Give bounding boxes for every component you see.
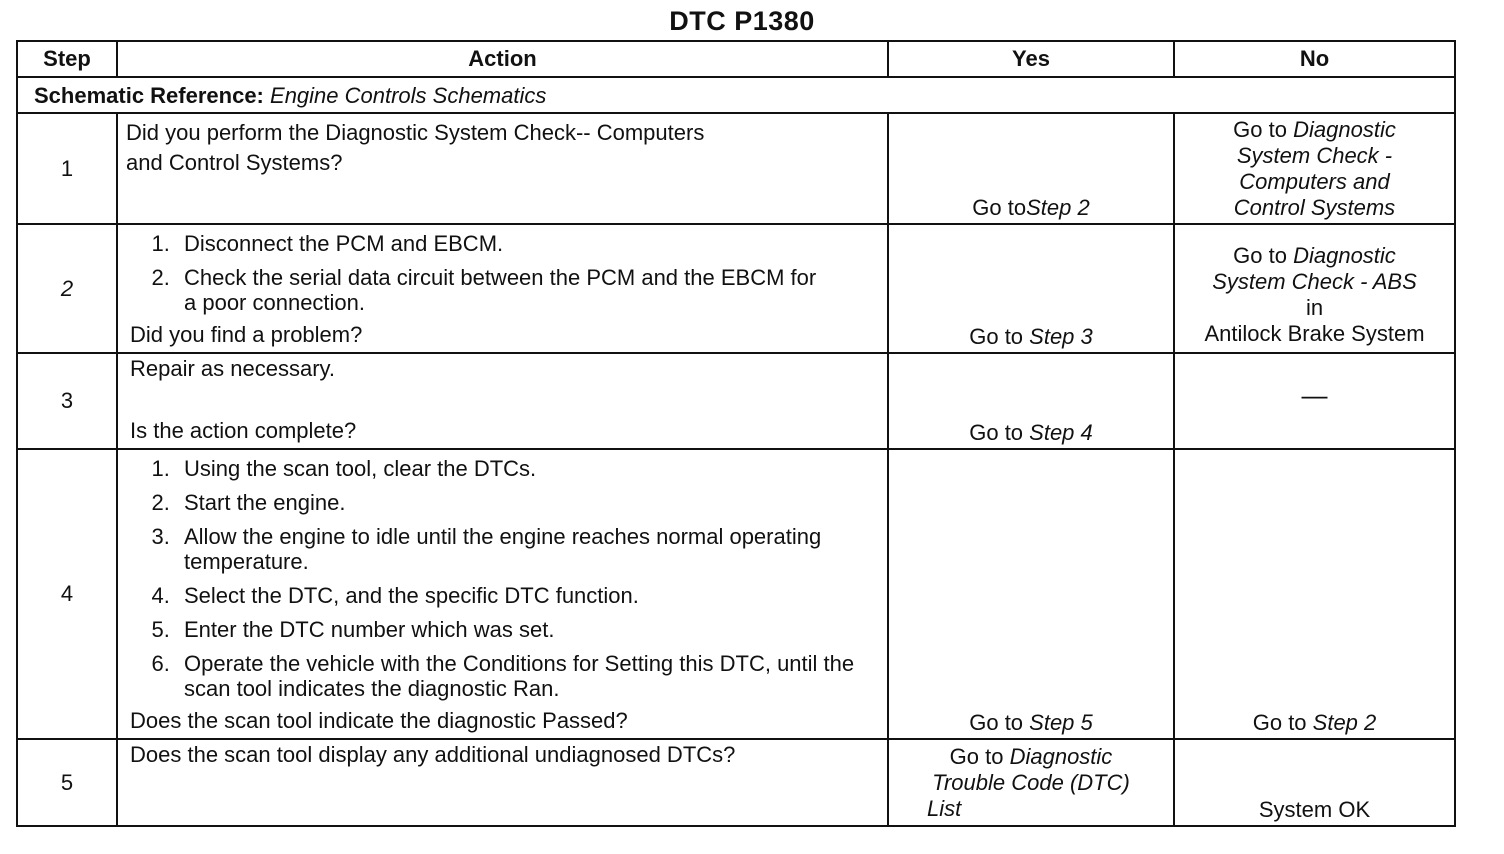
header-action: Action bbox=[117, 41, 888, 77]
yes-cell bbox=[888, 353, 1174, 449]
no-link-line: Diagnostic bbox=[1293, 243, 1396, 268]
yes-link-line: List bbox=[927, 796, 962, 821]
question-line: Did you perform the Diagnostic System Check-- Computers bbox=[126, 120, 705, 145]
list-item: 4. Select the DTC, and the specific DTC function. bbox=[176, 583, 887, 608]
page-title: DTC P1380 bbox=[669, 6, 815, 36]
step-number: 3 bbox=[17, 353, 117, 449]
no-suffix-line: Antilock Brake System bbox=[1204, 321, 1425, 346]
schematic-link[interactable]: Engine Controls Schematics bbox=[270, 83, 547, 108]
schematic-reference bbox=[17, 77, 1455, 113]
yes-link[interactable]: Step 4 bbox=[1029, 420, 1093, 445]
table-row bbox=[17, 224, 1455, 353]
header-step: Step bbox=[17, 41, 117, 77]
no-link-line: Computers and bbox=[1239, 169, 1390, 194]
yes-cell bbox=[888, 449, 1174, 739]
list-item: 1. Using the scan tool, clear the DTCs. bbox=[176, 456, 887, 481]
action-cell bbox=[117, 739, 888, 826]
step-number: 5 bbox=[17, 739, 117, 826]
no-link-block[interactable] bbox=[1175, 225, 1454, 347]
yes-prefix: Go to bbox=[969, 324, 1030, 349]
yes-link-line: Trouble Code (DTC) bbox=[932, 770, 1130, 795]
instruction-list bbox=[118, 231, 887, 315]
yes-link-line: Diagnostic bbox=[1009, 744, 1113, 769]
yes-prefix: Go to bbox=[969, 710, 1030, 735]
no-link-line: System Check - ABS bbox=[1212, 269, 1417, 294]
no-cell bbox=[1174, 449, 1455, 739]
list-item: 5. Enter the DTC number which was set. bbox=[176, 617, 887, 642]
no-prefix: Go to bbox=[1252, 710, 1313, 735]
question-text: Is the action complete? bbox=[130, 418, 357, 443]
step-number: 2 bbox=[17, 224, 117, 353]
no-cell bbox=[1174, 224, 1455, 353]
no-link[interactable]: Step 2 bbox=[1312, 710, 1377, 735]
no-link-block[interactable] bbox=[1175, 114, 1454, 221]
no-suffix-line: in bbox=[1305, 295, 1324, 320]
yes-link[interactable]: Step 2 bbox=[1026, 195, 1090, 220]
no-prefix: Go to bbox=[1233, 243, 1294, 268]
action-cell bbox=[117, 224, 888, 353]
schematic-reference-row bbox=[17, 77, 1455, 113]
table-row bbox=[17, 113, 1455, 224]
header-row bbox=[17, 41, 1455, 77]
yes-prefix: Go to bbox=[949, 744, 1010, 769]
list-item: 2. Check the serial data circuit between the PCM and the EBCM for a poor connection. bbox=[176, 265, 824, 315]
no-link-line: Control Systems bbox=[1233, 195, 1396, 220]
yes-prefix: Go to bbox=[972, 195, 1027, 220]
no-prefix: Go to bbox=[1233, 117, 1287, 142]
lead-text: Repair as necessary. bbox=[130, 356, 336, 381]
no-link-line: System Check - bbox=[1236, 143, 1393, 168]
schematic-label: Schematic Reference: bbox=[34, 83, 264, 108]
list-item: 3. Allow the engine to idle until the engine reaches normal operating temperature. bbox=[176, 524, 834, 574]
diagnostic-table bbox=[16, 40, 1456, 827]
system-ok: System OK bbox=[1258, 797, 1371, 822]
yes-cell bbox=[888, 739, 1174, 826]
instruction-list bbox=[118, 456, 887, 701]
question-text: Does the scan tool indicate the diagnostic Passed? bbox=[130, 708, 628, 733]
yes-link[interactable]: Step 3 bbox=[1029, 324, 1093, 349]
yes-link[interactable]: Step 5 bbox=[1029, 710, 1093, 735]
no-cell bbox=[1174, 113, 1455, 224]
no-cell bbox=[1174, 739, 1455, 826]
empty-dash: — bbox=[1301, 380, 1328, 410]
no-link-line: Diagnostic bbox=[1293, 117, 1396, 142]
yes-link-block[interactable] bbox=[889, 740, 1173, 822]
header-yes: Yes bbox=[888, 41, 1174, 77]
yes-cell bbox=[888, 113, 1174, 224]
yes-cell bbox=[888, 224, 1174, 353]
action-cell bbox=[117, 113, 888, 224]
header-no: No bbox=[1174, 41, 1455, 77]
question-text: Did you find a problem? bbox=[130, 322, 363, 347]
yes-prefix: Go to bbox=[969, 420, 1030, 445]
question-line: and Control Systems? bbox=[126, 150, 343, 175]
action-cell bbox=[117, 449, 888, 739]
step-number: 1 bbox=[17, 113, 117, 224]
list-item: 2. Start the engine. bbox=[176, 490, 887, 515]
list-item: 6. Operate the vehicle with the Conditions for Setting this DTC, until the scan tool indicates the diagnostic Ran. bbox=[176, 651, 874, 701]
question-text: Does the scan tool display any additional undiagnosed DTCs? bbox=[130, 742, 736, 767]
list-item: 1. Disconnect the PCM and EBCM. bbox=[176, 231, 887, 256]
table-row bbox=[17, 739, 1455, 826]
table-row bbox=[17, 353, 1455, 449]
no-cell bbox=[1174, 353, 1455, 449]
table-row bbox=[17, 449, 1455, 739]
action-cell bbox=[117, 353, 888, 449]
step-number: 4 bbox=[17, 449, 117, 739]
